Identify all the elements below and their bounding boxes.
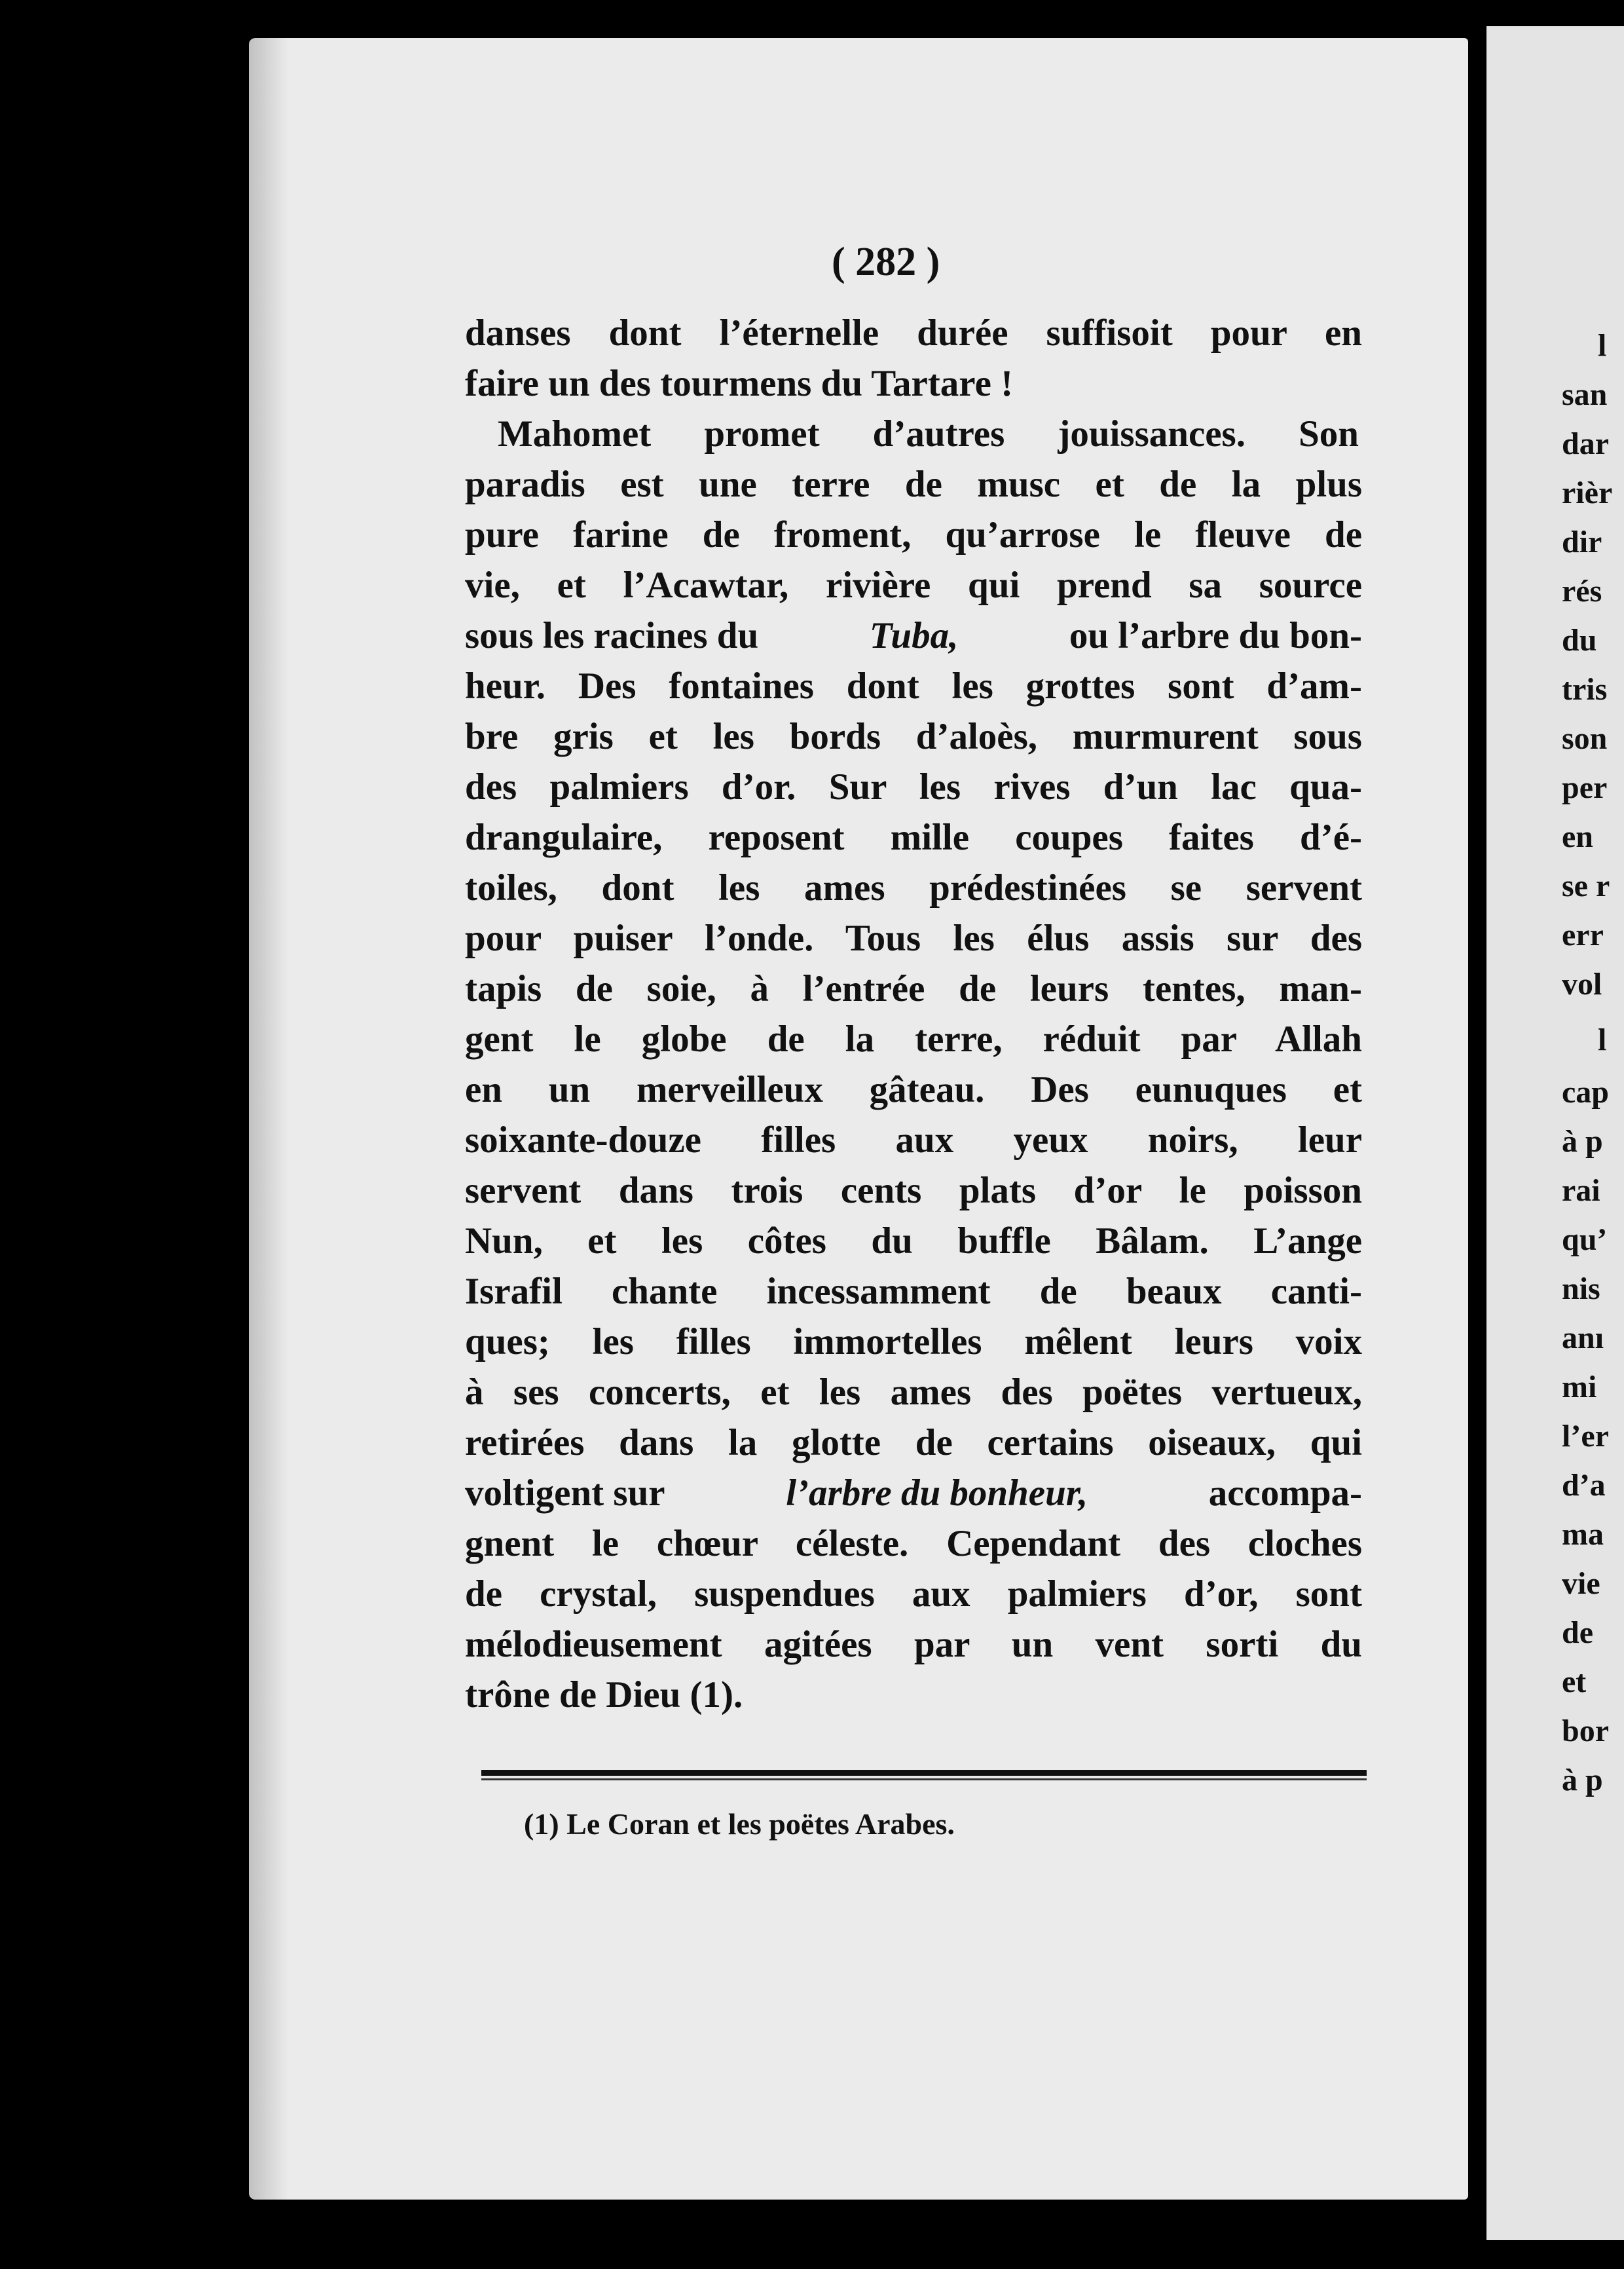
book-gutter — [1468, 38, 1486, 2226]
next-page-fragment: anı — [1562, 1321, 1604, 1355]
next-page-fragment: de — [1562, 1615, 1593, 1650]
text-fragment: voltigent sur — [465, 1472, 665, 1514]
text-line: pour puiser l’onde. Tous les élus assis sur des — [465, 918, 1362, 959]
next-page-fragment: bor — [1562, 1714, 1609, 1748]
footnote-rule-thin — [481, 1778, 1367, 1780]
text-line: pure farine de froment, qu’arrose le fleuve de — [465, 514, 1362, 555]
next-page-fragment: tris — [1562, 672, 1608, 707]
text-line: trône de Dieu (1). — [465, 1674, 743, 1716]
text-line: ques; les filles immortelles mêlent leurs voix — [465, 1321, 1362, 1362]
text-line: Nun, et les côtes du buffle Bâlam. L’ange — [465, 1220, 1362, 1262]
next-page-fragment: l — [1598, 1022, 1607, 1057]
next-page-fragment: en — [1562, 819, 1593, 854]
text-line: des palmiers d’or. Sur les rives d’un lac qua- — [465, 766, 1362, 808]
text-line: Israfil chante incessamment de beaux canti- — [465, 1271, 1362, 1312]
next-page-fragment: à p — [1562, 1763, 1603, 1797]
text-line: toiles, dont les ames prédestinées se servent — [465, 867, 1362, 909]
text-line: drangulaire, reposent mille coupes faites d’é- — [465, 817, 1362, 858]
text-line-mixed — [465, 617, 1362, 654]
next-page-fragment: rièr — [1562, 476, 1613, 510]
italic-term: Tuba, — [869, 615, 959, 656]
text-line: soixante-douze filles aux yeux noirs, leur — [465, 1119, 1362, 1161]
next-page-fragment: son — [1562, 721, 1608, 756]
next-page-fragment: d’a — [1562, 1468, 1606, 1503]
book-page — [249, 38, 1468, 2200]
next-page-fragment: qu’ — [1562, 1222, 1608, 1257]
text-line: en un merveilleux gâteau. Des eunuques et — [465, 1069, 1362, 1110]
text-fragment: sous les racines du — [465, 615, 759, 656]
text-line: danses dont l’éternelle durée suffisoit pour en — [465, 312, 1362, 354]
text-line: servent dans trois cents plats d’or le poisson — [465, 1170, 1362, 1211]
next-page-fragment: dar — [1562, 426, 1609, 461]
next-page-fragment: vie — [1562, 1566, 1600, 1601]
text-line: faire un des tourmens du Tartare ! — [465, 363, 1014, 404]
next-page-fragment: rai — [1562, 1173, 1600, 1208]
next-page-fragment: l’er — [1562, 1419, 1609, 1453]
text-line: bre gris et les bords d’aloès, murmurent sous — [465, 716, 1362, 757]
next-page-fragment: cap — [1562, 1075, 1609, 1110]
next-page-fragment: et — [1562, 1664, 1587, 1699]
footnote: (1) Le Coran et les poëtes Arabes. — [524, 1807, 955, 1841]
next-page-fragment: san — [1562, 377, 1608, 412]
italic-term: l’arbre du bonheur, — [786, 1472, 1088, 1514]
next-page-fragment: rés — [1562, 574, 1602, 609]
next-page-fragment: ma — [1562, 1517, 1604, 1552]
text-line: à ses concerts, et les ames des poëtes vertueux, — [465, 1372, 1362, 1413]
text-line: de crystal, suspendues aux palmiers d’or, sont — [465, 1573, 1362, 1615]
page-edge-shadow — [249, 38, 288, 2200]
text-fragment: accompa- — [1208, 1472, 1362, 1514]
text-line: retirées dans la glotte de certains oiseaux, qui — [465, 1422, 1362, 1463]
text-line: paradis est une terre de musc et de la plus — [465, 464, 1362, 505]
next-page-fragment: du — [1562, 623, 1597, 658]
text-fragment: ou l’arbre du bon- — [1069, 615, 1362, 656]
text-line: gnent le chœur céleste. Cependant des cloches — [465, 1523, 1362, 1564]
next-page-fragment: per — [1562, 770, 1608, 805]
text-line: vie, et l’Acawtar, rivière qui prend sa source — [465, 565, 1362, 606]
text-line: Mahomet promet d’autres jouissances. Son — [498, 413, 1359, 455]
next-page-fragment: se r — [1562, 869, 1610, 903]
page-number: ( 282 ) — [832, 240, 940, 284]
next-page-fragment: l — [1598, 328, 1607, 363]
text-line: mélodieusement agitées par un vent sorti du — [465, 1624, 1362, 1665]
next-page-fragment: vol — [1562, 967, 1602, 1002]
text-line: tapis de soie, à l’entrée de leurs tentes, man- — [465, 968, 1362, 1009]
next-page-fragment: err — [1562, 918, 1604, 952]
next-page-fragment: mi — [1562, 1370, 1597, 1404]
text-line-mixed — [465, 1474, 1362, 1512]
text-line: gent le globe de la terre, réduit par Allah — [465, 1019, 1362, 1060]
next-page-fragment: à p — [1562, 1124, 1603, 1159]
footnote-rule — [481, 1770, 1367, 1776]
text-line: heur. Des fontaines dont les grottes sont d’am- — [465, 666, 1362, 707]
next-page-fragment: nis — [1562, 1271, 1600, 1306]
next-page-fragment: dir — [1562, 525, 1602, 559]
